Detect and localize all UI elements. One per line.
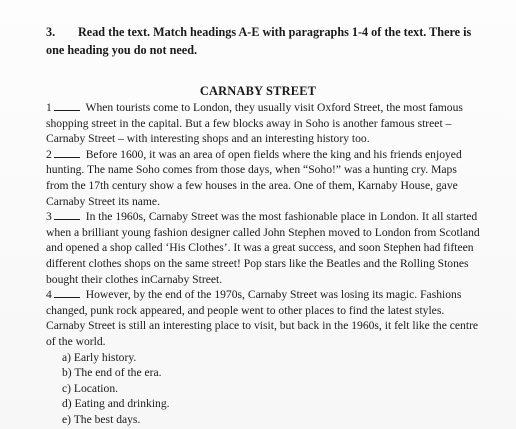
task-number: 3.	[46, 25, 56, 39]
paragraph-2	[46, 147, 482, 209]
paragraph-4	[46, 287, 482, 349]
heading-option: e) The best days.	[62, 412, 141, 426]
paragraph-1	[46, 100, 482, 147]
paragraph-text: Before 1600, it was an area of open fields where the king and his friends enjoyed hunting. The name Soho comes from those days, when “Soho!” was a hunting cry. Maps from the 17th century show a few houses in the area. One of them, Karnaby House, gave Carnaby Street its name.	[46, 147, 462, 208]
task-text: Read the text. Match headings A-E with paragraphs 1-4 of the text. There is one heading you do not need.	[46, 25, 472, 57]
paragraph-text: When tourists come to London, they usually visit Oxford Street, the most famous shopping street in the capital. But a few blocks away in Soho is another famous street – Carnaby Street – with interesting shops and an interesting history too.	[46, 101, 463, 146]
paragraph-number: 1	[46, 101, 52, 114]
heading-option: c) Location.	[62, 381, 119, 395]
paragraph-number: 2	[46, 147, 52, 161]
answer-blank	[54, 100, 80, 111]
answer-blank	[54, 287, 80, 298]
answer-blank	[54, 209, 80, 220]
article-body	[46, 100, 482, 427]
heading-option: b) The end of the era.	[62, 366, 162, 380]
heading-option: a) Early history.	[62, 350, 137, 364]
paragraph-number: 4	[46, 288, 52, 302]
paragraph-text: In the 1960s, Carnaby Street was the most fashionable place in London. It all started when a brilliant young fashion designer called John Stephen moved to London from Scotland and opened a shop called ‘His Clothes’. It was a great success, and soon Stephen had fifteen different clothes shops on the same street! Pop stars like the Beatles and the Rolling Stones bought their clothes inCarnaby Street.	[46, 210, 480, 286]
answer-blank	[54, 147, 80, 158]
paragraph-text: However, by the end of the 1970s, Carnaby Street was losing its magic. Fashions changed, punk rock appeared, and people went to other places to find the latest styles. Carnaby Street is still an interesting place to visit, but back in the 1960s, it felt like the centre of the world.	[46, 288, 479, 348]
paragraph-number: 3	[46, 210, 52, 224]
heading-option: d) Eating and drinking.	[62, 397, 170, 411]
article-title: CARNABY STREET	[199, 84, 317, 98]
paragraph-3	[46, 209, 482, 287]
heading-options	[46, 350, 482, 428]
task-instruction	[46, 23, 486, 59]
